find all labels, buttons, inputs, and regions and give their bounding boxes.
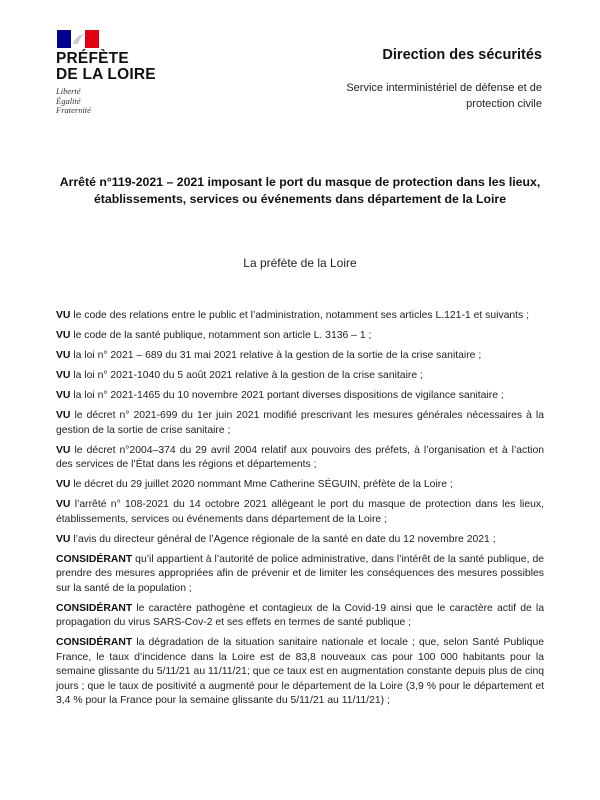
prefecture-name-line: PRÉFÈTE xyxy=(56,50,129,67)
clause-keyword: VU xyxy=(56,370,71,381)
prefecture-logo xyxy=(56,30,186,116)
clause-text: la loi n° 2021-1040 du 5 août 2021 relative à la gestion de la crise sanitaire ; xyxy=(70,370,423,381)
clause-text: l’avis du directeur général de l’Agence régionale de la santé en date du 12 novembre 2021 ; xyxy=(70,533,496,545)
decree-title xyxy=(48,174,552,208)
republic-motto xyxy=(56,87,186,116)
clause-text: la loi n° 2021-1465 du 10 novembre 2021 portant diverses dispositions de vigilance sanitaire ; xyxy=(70,390,504,401)
direction-title: Direction des sécurités xyxy=(382,47,542,63)
clause-keyword: VU xyxy=(56,330,71,341)
issuer-line: La préfète de la Loire xyxy=(243,256,357,270)
clause-keyword: VU xyxy=(56,390,71,401)
marianne-flag-icon xyxy=(57,30,99,48)
prefecture-name-line: DE LA LOIRE xyxy=(56,66,156,83)
clause-paragraph xyxy=(56,533,544,548)
clause-keyword: CONSIDÉRANT xyxy=(56,637,133,648)
motto-line: Égalité xyxy=(56,95,81,106)
clause-list xyxy=(56,309,544,714)
clause-paragraph xyxy=(56,602,544,631)
clause-paragraph xyxy=(56,389,544,404)
clause-keyword: VU xyxy=(56,533,71,545)
decree-title-line: Arrêté n°119-2021 – 2021 imposant le port du masque de protection dans les lieux, xyxy=(59,175,541,189)
clause-paragraph xyxy=(56,409,544,438)
clause-keyword: VU xyxy=(56,499,71,510)
prefecture-name xyxy=(56,51,186,83)
motto-line: Liberté xyxy=(56,86,81,96)
clause-paragraph xyxy=(56,444,544,473)
service-line: protection civile xyxy=(466,98,542,110)
clause-keyword: CONSIDÉRANT xyxy=(56,553,133,565)
clause-text: le décret du 29 juillet 2020 nommant Mme Catherine SÉGUIN, préfète de la Loire ; xyxy=(70,479,453,490)
clause-text: l’arrêté n° 108-2021 du 14 octobre 2021 allégeant le port du masque de protection dans les lieux, établissements, services ou événements dans département de la Loire ; xyxy=(56,499,544,525)
clause-paragraph xyxy=(56,329,544,344)
clause-keyword: VU xyxy=(56,479,71,490)
clause-keyword: VU xyxy=(56,410,71,421)
clause-text: le décret n°2004–374 du 29 avril 2004 relatif aux pouvoirs des préfets, à l’organisation et à l’action des services de l’État dans les régions et départements ; xyxy=(56,444,544,470)
clause-paragraph xyxy=(56,553,544,597)
clause-paragraph xyxy=(56,498,544,527)
clause-text: le caractère pathogène et contagieux de la Covid-19 ainsi que le caractère actif de la propagation du virus SARS-Cov-2 et ses effets en termes de santé publique ; xyxy=(56,602,544,628)
clause-paragraph xyxy=(56,369,544,384)
decree-title-line: établissements, services ou événements dans département de la Loire xyxy=(93,192,507,206)
clause-text: qu’il appartient à l’autorité de police administrative, dans l’intérêt de la santé publique, de prendre des mesures appropriées afin de prévenir et de limiter les conséquences des mesures possibles sur la santé de la population ; xyxy=(56,553,544,594)
clause-keyword: VU xyxy=(56,350,71,361)
clause-text: la loi n° 2021 – 689 du 31 mai 2021 relative à la gestion de la sortie de la crise sanitaire ; xyxy=(70,350,482,361)
clause-keyword: VU xyxy=(56,444,71,456)
clause-keyword: VU xyxy=(56,310,71,321)
motto-line: Fraternité xyxy=(56,105,91,115)
clause-text: le code des relations entre le public et l’administration, notamment ses articles L.121-1 et suivants ; xyxy=(70,310,530,321)
clause-paragraph xyxy=(56,309,544,324)
service-name xyxy=(312,80,542,112)
clause-paragraph xyxy=(56,349,544,364)
clause-text: le code de la santé publique, notamment son article L. 3136 – 1 ; xyxy=(70,330,372,341)
clause-text: la dégradation de la situation sanitaire nationale et locale ; que, selon Santé Publique France, le taux d’incidence dans la Loire est de 83,8 nouveaux cas pour 100 000 habitants pour la semaine glissante du 5/11/21 au 11/11/21; que ce taux est en augmentation constante depuis plus de cinq jours ; que le taux de positivité a augmenté pour le département de la Loire (3,9 % pour le département et 3,4 % pour la France pour la semaine glissante du 5/11/21 au 11/11/21) ; xyxy=(56,637,544,706)
clause-text: le décret n° 2021-699 du 1er juin 2021 modifié prescrivant les mesures générales nécessaires à la gestion de la sortie de crise sanitaire ; xyxy=(56,410,544,436)
clause-paragraph xyxy=(56,478,544,493)
service-line: Service interministériel de défense et de xyxy=(346,82,542,94)
clause-paragraph xyxy=(56,636,544,709)
clause-keyword: CONSIDÉRANT xyxy=(56,602,133,614)
